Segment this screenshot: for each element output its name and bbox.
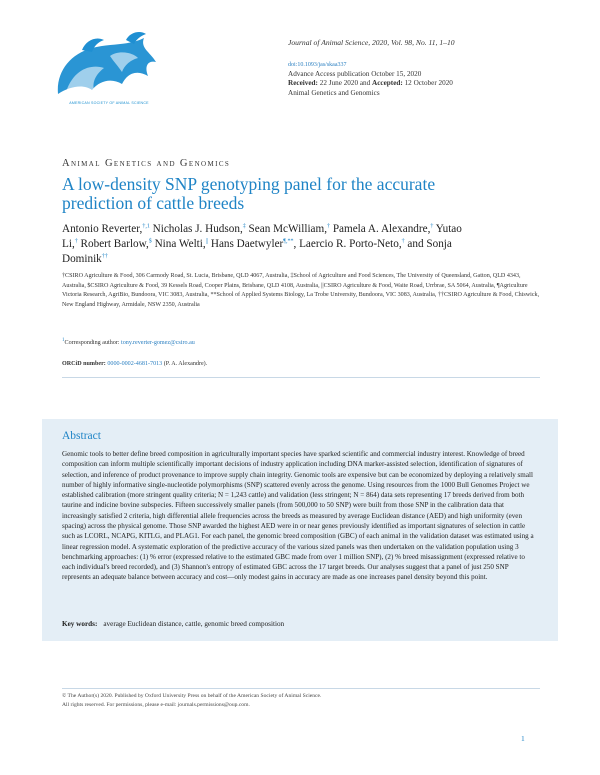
keywords-label: Key words:: [62, 620, 98, 628]
corresponding-author: $^1$Corresponding author: tony.reverter-gomez@csiro.au: [62, 338, 195, 347]
author-list: [62, 222, 472, 268]
received-accepted: Received: 22 June 2020 and Accepted: 12 October 2020: [288, 79, 453, 88]
keywords-text: average Euclidean distance, cattle, genomic breed composition: [103, 620, 285, 628]
doi-link[interactable]: doi:10.1093/jas/skaa337: [288, 62, 347, 69]
divider: [62, 688, 540, 689]
author: , Laercio R. Porto-Neto,†: [293, 238, 405, 251]
corresponding-email-link[interactable]: tony.reverter-gomez@csiro.au: [121, 340, 195, 347]
section-heading: Animal Genetics and Genomics: [62, 158, 231, 169]
copyright: © The Author(s) 2020. Published by Oxford University Press on behalf of the American Society of Animal Science. All rights reserved. For permissions, please e-mail: journals.permissions@oup.com.: [62, 693, 322, 708]
journal-info: [288, 38, 455, 98]
affiliations: †CSIRO Agriculture & Food, 306 Carmody Road, St. Lucia, Brisbane, QLD 4067, Australia, ‡School of Agriculture and Food Sciences, The University of Queensland, Gatton, QLD 4343, Australia, $CSIRO Agriculture & Food, 39 Kessels Road, Cooper Plains, Brisbane, QLD 4108, Australia, ||CSIRO Agriculture & Food, Waite Road, Urrbrae, SA 5064, Australia, ¶Agriculture Victoria Research, AgriBio, Bundoora, VIC 3083, Australia, **School of Applied Systems Biology, La Trobe University, Bundoora, VIC 3083, Australia, ††CSIRO Agriculture & Food, Chiswick, New England Highway, Armidale, NSW 2350, Australia: [62, 273, 540, 308]
author: Hans Daetwyler¶,**: [210, 238, 294, 251]
page-number: 1: [521, 734, 525, 743]
author: Nina Welti,||: [154, 238, 209, 251]
keywords: [62, 620, 284, 628]
author: Robert Barlow,$: [80, 238, 152, 251]
author: Antonio Reverter,$^{\dagger,1}$: [62, 223, 150, 235]
orcid-line: ORCiD number: 0000-0002-4681-7013 (P. A. Alexandre).: [62, 361, 208, 367]
logo-caption: AMERICAN SOCIETY OF ANIMAL SCIENCE: [69, 101, 149, 105]
author: Sean McWilliam,†: [248, 223, 331, 235]
divider: [62, 377, 540, 378]
author: Pamela A. Alexandre,†: [332, 223, 434, 235]
author: Nicholas J. Hudson,‡: [152, 223, 246, 235]
abstract-heading: Abstract: [62, 430, 101, 442]
journal-citation: Journal of Animal Science, 2020, Vol. 98, No. 11, 1–10: [288, 38, 455, 47]
author: Yutao Li,†: [62, 223, 462, 251]
article-title: A low-density SNP genotyping panel for the accurate prediction of cattle breeds: [62, 174, 436, 214]
abstract-text: Genomic tools to better define breed composition in agriculturally important species have sparked scientific and commercial industry interest. Knowledge of breed composition can inform multiple scientifically important decisions of industry application including DNA marker-assisted selection, identification of signatures of selection, and inference of product provenance to improve supply chain integrity. Genomic tools are expensive but can be economized by deploying a relatively small number of highly informative single-nucleotide polymorphisms (SNP) scattered evenly across the genome. Using resources from the 1000 Bull Genomes Project we established calibration (more stringent quality criteria; N = 1,243 cattle) and validation (less stringent; N = 864) data sets representing 17 breeds derived from both taurine and indicine bovine subspecies. Fifteen successively smaller panels (from 500,000 to 50 SNP) were built from those SNP in the calibration data that increasingly satisfied 2 criteria, high differential allele frequencies across the breeds as measured by average Euclidean distance (AED) and high uniformity (even spacing) across the physical genome. Those SNP awarded the highest AED were in or near genes previously identified as important signatures of selection in cattle such as LCORL, NCAPG, KITLG, and PLAG1. For each panel, the genomic breed composition (GBC) of each animal in the validation dataset was estimated using a linear regression model. A systematic exploration of the predictive accuracy of the various sized panels was then undertaken on the validation population using 3 benchmarking approaches: (1) % error (expressed relative to the estimated GBC made from over 1 million SNP), (2) % breed misassignment (expressed relative to each individual's breed recorded), and (3) Shannon's entropy of estimated GBC across the 17 target breeds. Our analyses suggest that a panel of just 250 SNP represents an adequate balance between accuracy and cost—only modest gains in accuracy are made as one increases panel density beyond this point.: [62, 450, 534, 582]
article-category: Animal Genetics and Genomics: [288, 88, 380, 97]
asas-logo: [52, 28, 164, 106]
advance-access: Advance Access publication October 15, 2020: [288, 69, 422, 78]
orcid-link[interactable]: 0000-0002-4681-7013: [107, 361, 163, 367]
author: and Sonja Dominik††: [62, 238, 452, 266]
